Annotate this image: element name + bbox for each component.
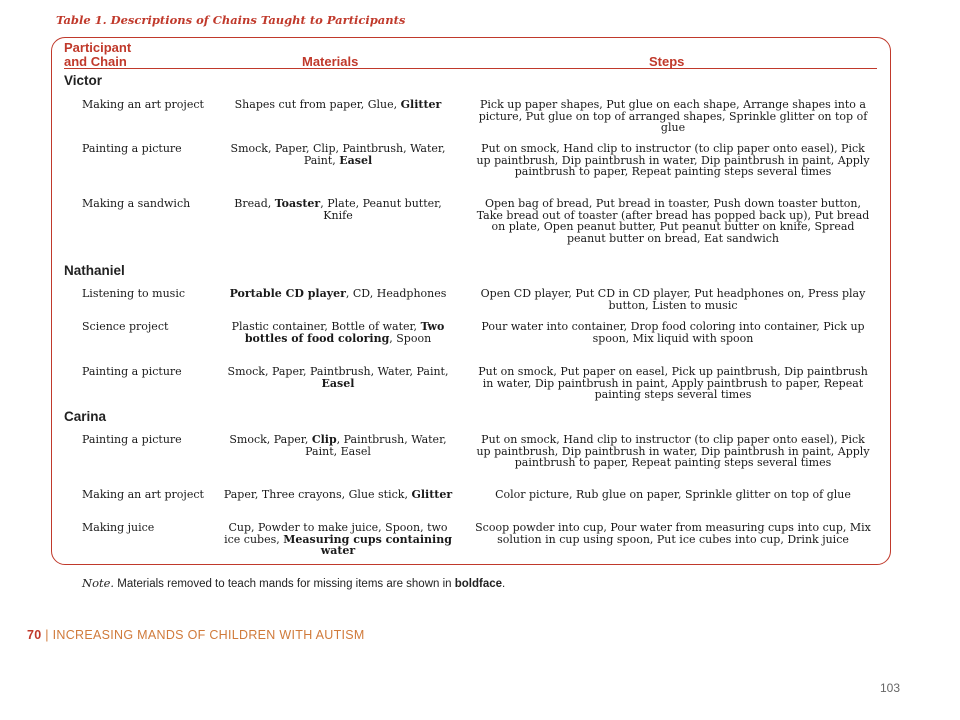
chain-cell: Science project (82, 320, 169, 333)
material-text: , CD, Headphones (345, 287, 447, 300)
header-and-chain: and Chain (64, 54, 127, 69)
participant-name: Carina (64, 409, 107, 424)
footer-separator: | (41, 628, 53, 642)
material-text: , Spoon (389, 331, 432, 345)
table-note (82, 576, 505, 590)
removed-material-bold: Glitter (411, 488, 453, 501)
material-text: , Paintbrush, Water, Paint, Easel (305, 433, 447, 458)
material-text: Bread, (234, 197, 275, 210)
steps-cell: Put on smock, Put paper on easel, Pick up paintbrush, Dip paintbrush in water, Dip paintbrush in paint, Apply paintbrush to paper, Repeat painting steps several times (478, 365, 868, 402)
note-label: Note. (82, 576, 115, 590)
chain-cell: Listening to music (82, 287, 186, 300)
footer-title: INCREASING MANDS OF CHILDREN WITH AUTISM (52, 628, 365, 642)
removed-material-bold: Toaster (274, 197, 321, 210)
footer-page-number: 70 (27, 628, 42, 642)
chain-cell: Making juice (82, 521, 155, 534)
note-end: . (502, 578, 506, 590)
chain-cell: Making a sandwich (82, 197, 191, 210)
chain-cell: Painting a picture (82, 433, 182, 446)
chain-cell: Making an art project (82, 488, 204, 501)
steps-cell: Pick up paper shapes, Put glue on each shape, Arrange shapes into a picture, Put glue on top of arranged shapes, Sprinkle glitter on top of glue (478, 98, 868, 135)
steps-cell: Put on smock, Hand clip to instructor (to clip paper onto easel), Pick up paintbrush, Dip paintbrush in water, Dip paintbrush in paint, Apply paintbrush to paper, Repeat painting steps several times (476, 142, 870, 179)
steps-cell: Pour water into container, Drop food coloring into container, Pick up spoon, Mix liquid with spoon (481, 320, 865, 345)
steps-cell: Put on smock, Hand clip to instructor (to clip paper onto easel), Pick up paintbrush, Dip paintbrush in water, Dip paintbrush in paint, Apply paintbrush to paper, Repeat painting steps several times (476, 433, 870, 470)
steps-cell: Open bag of bread, Put bread in toaster, Push down toaster button, Take bread out of toaster (after bread has popped back up), Put bread on plate, Open peanut butter, Put peanut butter on knife, Spread peanut butter on bread, Eat sandwich (476, 197, 870, 245)
steps-cell: Scoop powder into cup, Pour water from measuring cups into cup, Mix solution in cup using spoon, Put ice cubes into cup, Drink juice (475, 521, 871, 546)
material-text: Plastic container, Bottle of water, (231, 320, 421, 333)
chain-cell: Painting a picture (82, 365, 182, 378)
materials-cell (222, 321, 454, 344)
removed-material-bold: Measuring cups containing water (283, 532, 452, 558)
participant-name: Nathaniel (64, 263, 125, 278)
chain-cell: Making an art project (82, 98, 204, 111)
materials-cell (222, 434, 454, 457)
material-text: Smock, Paper, (229, 433, 312, 446)
header-participant-and-chain (64, 41, 131, 69)
removed-material-bold: Portable CD player (229, 287, 346, 300)
removed-material-bold: Clip (311, 433, 337, 446)
removed-material-bold: Easel (339, 153, 373, 167)
material-text: , Plate, Peanut butter, Knife (320, 197, 442, 222)
materials-cell (222, 143, 454, 166)
steps-cell: Color picture, Rub glue on paper, Sprinkle glitter on top of glue (495, 488, 851, 501)
material-text: Cup, Powder to make juice, Spoon, two ice cubes, (224, 521, 448, 546)
materials-cell (222, 489, 454, 501)
materials-cell (222, 522, 454, 557)
removed-material-bold: Easel (321, 376, 355, 390)
header-steps: Steps (649, 54, 685, 69)
note-bold-word: boldface (454, 578, 503, 590)
material-text: Smock, Paper, Paintbrush, Water, Paint, (227, 365, 449, 378)
materials-cell (222, 99, 454, 111)
removed-material-bold: Glitter (400, 98, 442, 111)
header-materials: Materials (302, 54, 359, 69)
table-caption: Table 1. Descriptions of Chains Taught to Participants (56, 13, 406, 27)
material-text: Shapes cut from paper, Glue, (234, 98, 401, 111)
materials-cell (222, 366, 454, 389)
running-footer (27, 628, 365, 642)
removed-material-bold: Two bottles of food coloring (244, 320, 445, 345)
material-text: Smock, Paper, Clip, Paintbrush, Water, Paint, (230, 142, 446, 167)
chain-cell: Painting a picture (82, 142, 182, 155)
header-rule (64, 68, 877, 69)
header-participant: Participant (64, 40, 132, 55)
material-text: Paper, Three crayons, Glue stick, (223, 488, 412, 501)
materials-cell (222, 288, 454, 300)
slide-number: 103 (880, 681, 901, 695)
participant-name: Victor (64, 73, 103, 88)
materials-cell (222, 198, 454, 221)
steps-cell: Open CD player, Put CD in CD player, Put headphones on, Press play button, Listen to music (480, 287, 866, 312)
note-text: Materials removed to teach mands for missing items are shown in (114, 578, 455, 590)
